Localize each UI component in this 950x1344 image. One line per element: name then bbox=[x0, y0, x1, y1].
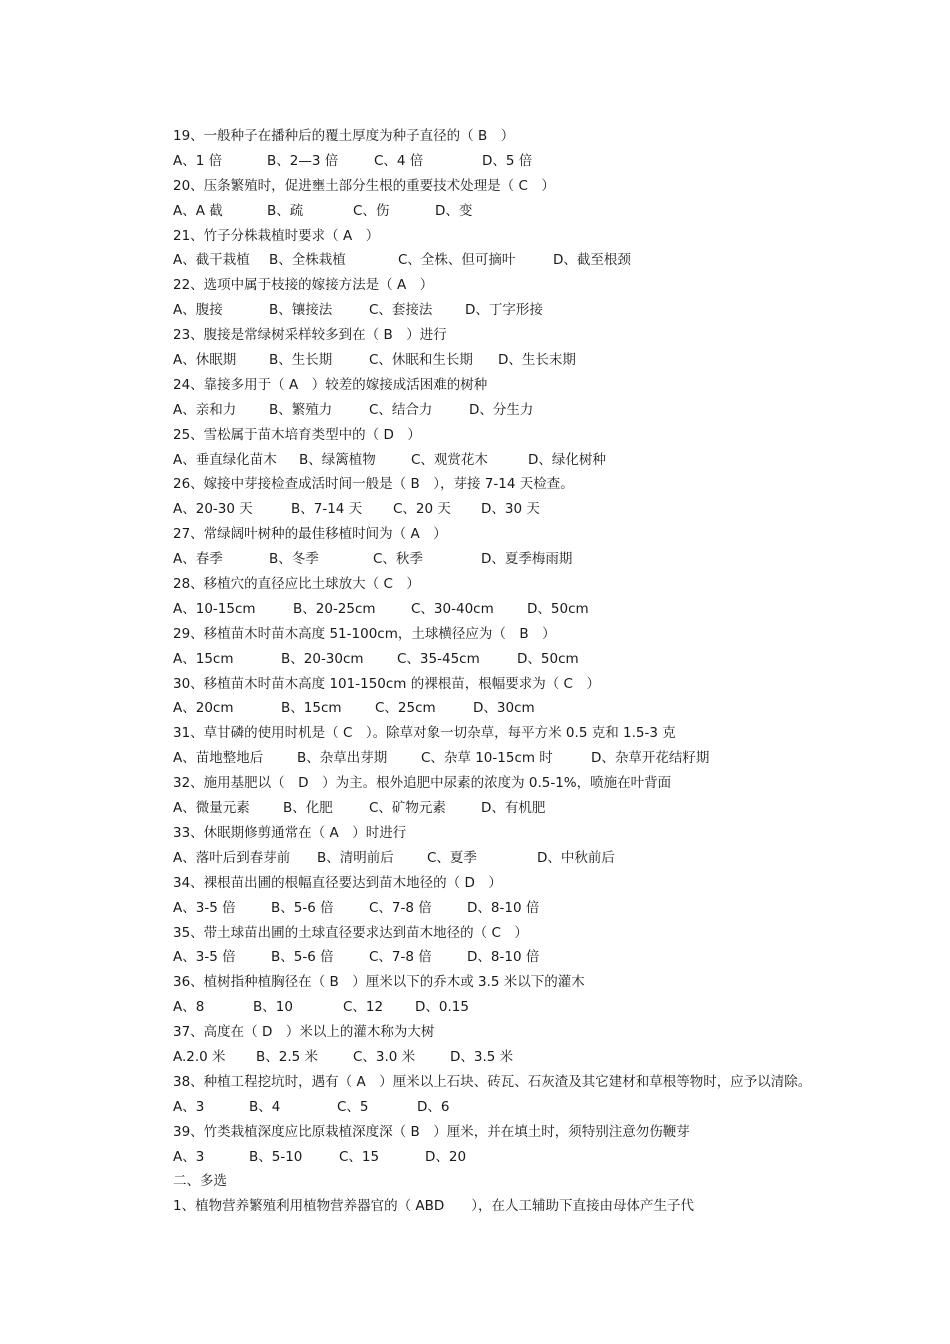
answer-options-row bbox=[173, 547, 933, 572]
answer-options-row bbox=[173, 746, 933, 771]
answer-option: A、3-5 倍 bbox=[173, 899, 236, 916]
answer-option: B、20-25cm bbox=[293, 600, 376, 617]
answer-option: C、15 bbox=[339, 1148, 380, 1165]
answer-option: A.2.0 米 bbox=[173, 1048, 226, 1065]
answer-options-row bbox=[173, 945, 933, 970]
answer-options-row bbox=[173, 199, 933, 224]
question-text: 39、竹类栽植深度应比原栽植深度深（ B ）厘米，并在填土时，须特别注意勿伤鞭芽 bbox=[173, 1123, 690, 1140]
answer-option: B、5-6 倍 bbox=[271, 899, 334, 916]
answer-options-row bbox=[173, 149, 933, 174]
answer-option: A、腹接 bbox=[173, 302, 223, 319]
answer-option: D、50cm bbox=[527, 600, 589, 617]
answer-options-row bbox=[173, 1045, 933, 1070]
answer-options-row bbox=[173, 1095, 933, 1120]
answer-option: D、有机肥 bbox=[481, 800, 546, 817]
answer-option: C、全株、但可摘叶 bbox=[398, 252, 516, 269]
question-text: 27、常绿阔叶树种的最佳移植时间为（ A ） bbox=[173, 526, 447, 543]
question-text: 21、竹子分株栽植时要求（ A ） bbox=[173, 227, 380, 244]
answer-option: D、30cm bbox=[473, 700, 535, 717]
answer-option: B、疏 bbox=[267, 202, 304, 219]
answer-option: B、15cm bbox=[281, 700, 342, 717]
answer-option: C、套接法 bbox=[369, 302, 433, 319]
answer-option: A、3 bbox=[173, 1098, 205, 1115]
answer-option: C、35-45cm bbox=[397, 650, 480, 667]
answer-option: D、20 bbox=[425, 1148, 467, 1165]
answer-option: B、镶接法 bbox=[269, 302, 333, 319]
answer-option: D、夏季梅雨期 bbox=[481, 551, 573, 568]
answer-option: C、4 倍 bbox=[374, 152, 424, 169]
question-text: 32、施用基肥以（ D ）为主。根外追肥中尿素的浓度为 0.5-1%，喷施在叶背面 bbox=[173, 775, 672, 792]
answer-option: D、生长末期 bbox=[498, 352, 576, 369]
answer-options-row bbox=[173, 348, 933, 373]
answer-option: C、伤 bbox=[353, 202, 390, 219]
document-body bbox=[173, 124, 933, 1219]
answer-option: B、7-14 天 bbox=[291, 501, 363, 518]
answer-options-row bbox=[173, 696, 933, 721]
answer-option: B、生长期 bbox=[269, 352, 333, 369]
answer-option: A、10-15cm bbox=[173, 600, 256, 617]
answer-option: B、2.5 米 bbox=[256, 1048, 319, 1065]
answer-options-row bbox=[173, 647, 933, 672]
answer-option: D、绿化树种 bbox=[528, 451, 606, 468]
answer-option: D、3.5 米 bbox=[450, 1048, 514, 1065]
answer-option: C、结合力 bbox=[369, 401, 433, 418]
question-text: 28、移植穴的直径应比土球放大（ C ） bbox=[173, 576, 420, 593]
answer-option: D、8-10 倍 bbox=[467, 949, 540, 966]
answer-option: B、清明前后 bbox=[317, 849, 394, 866]
answer-option: C、杂草 10-15cm 时 bbox=[421, 750, 553, 767]
question-text: 19、一般种子在播种后的覆土厚度为种子直径的（ B ） bbox=[173, 128, 515, 144]
question-text: 26、嫁接中芽接检查成活时间一般是（ B ），芽接 7-14 天检查。 bbox=[173, 476, 574, 493]
answer-option: C、20 天 bbox=[393, 501, 451, 518]
question-text: 35、带土球苗出圃的土球直径要求达到苗木地径的（ C ） bbox=[173, 924, 528, 941]
answer-options-row bbox=[173, 796, 933, 821]
answer-option: C、3.0 米 bbox=[353, 1048, 416, 1065]
answer-option: A、落叶后到春芽前 bbox=[173, 849, 291, 866]
question-text: 34、裸根苗出圃的根幅直径要达到苗木地径的（ D ） bbox=[173, 874, 502, 891]
answer-option: B、5-10 bbox=[249, 1148, 303, 1165]
answer-option: C、12 bbox=[343, 999, 384, 1016]
answer-options-row bbox=[173, 398, 933, 423]
answer-option: C、观赏花木 bbox=[411, 451, 488, 468]
question-text: 1、植物营养繁殖利用植物营养器官的（ ABD ），在人工辅助下直接由母体产生子代 bbox=[173, 1198, 695, 1215]
answer-option: B、全株栽植 bbox=[269, 252, 346, 269]
answer-option: C、夏季 bbox=[427, 849, 477, 866]
answer-option: A、截干栽植 bbox=[173, 252, 250, 269]
answer-option: A、微量元素 bbox=[173, 800, 250, 817]
answer-option: D、变 bbox=[435, 202, 473, 219]
question-text: 36、植树指种植胸径在（ B ）厘米以下的乔木或 3.5 米以下的灌木 bbox=[173, 974, 585, 991]
answer-option: B、5-6 倍 bbox=[271, 949, 334, 966]
question-text: 38、种植工程挖坑时，遇有（ A ）厘米以上石块、砖瓦、石灰渣及其它建材和草根等物时，应予以清除。 bbox=[173, 1073, 812, 1090]
answer-option: D、分生力 bbox=[469, 401, 534, 418]
answer-option: B、20-30cm bbox=[281, 650, 364, 667]
answer-options-row bbox=[173, 448, 933, 473]
answer-options-row bbox=[173, 497, 933, 522]
answer-option: C、矿物元素 bbox=[369, 800, 446, 817]
answer-option: C、25cm bbox=[375, 700, 436, 717]
answer-option: A、亲和力 bbox=[173, 401, 237, 418]
answer-options-row bbox=[173, 1145, 933, 1170]
answer-option: A、20-30 天 bbox=[173, 501, 253, 518]
answer-option: D、中秋前后 bbox=[537, 849, 615, 866]
answer-option: D、8-10 倍 bbox=[467, 899, 540, 916]
answer-option: C、7-8 倍 bbox=[369, 949, 432, 966]
answer-option: A、1 倍 bbox=[173, 152, 223, 169]
question-text: 29、移植苗木时苗木高度 51-100cm，土球横径应为（ B ） bbox=[173, 625, 556, 642]
answer-option: C、休眠和生长期 bbox=[369, 352, 473, 369]
answer-option: D、50cm bbox=[517, 650, 579, 667]
answer-option: A、垂直绿化苗木 bbox=[173, 451, 277, 468]
question-text: 37、高度在（ D ）米以上的灌木称为大树 bbox=[173, 1024, 435, 1041]
answer-option: B、4 bbox=[249, 1098, 281, 1115]
answer-option: B、绿篱植物 bbox=[299, 451, 376, 468]
answer-option: B、杂草出芽期 bbox=[297, 750, 388, 767]
answer-option: D、0.15 bbox=[415, 999, 469, 1016]
answer-options-row bbox=[173, 896, 933, 921]
answer-options-row bbox=[173, 298, 933, 323]
answer-option: A、苗地整地后 bbox=[173, 750, 264, 767]
answer-option: D、丁字形接 bbox=[465, 302, 543, 319]
answer-option: C、7-8 倍 bbox=[369, 899, 432, 916]
question-text: 20、压条繁殖时，促进壅土部分生根的重要技术处理是（ C ） bbox=[173, 177, 555, 194]
answer-option: A、春季 bbox=[173, 551, 223, 568]
answer-option: D、截至根颈 bbox=[553, 252, 631, 269]
answer-option: D、5 倍 bbox=[482, 152, 533, 169]
answer-option: B、10 bbox=[253, 999, 293, 1016]
section-heading: 二、多选 bbox=[173, 1173, 227, 1190]
answer-option: B、2—3 倍 bbox=[267, 152, 339, 169]
answer-option: C、秋季 bbox=[373, 551, 423, 568]
answer-option: A、3 bbox=[173, 1148, 205, 1165]
question-text: 25、雪松属于苗木培育类型中的（ D ） bbox=[173, 426, 421, 443]
answer-options-row bbox=[173, 846, 933, 871]
answer-option: D、30 天 bbox=[481, 501, 540, 518]
answer-option: B、繁殖力 bbox=[269, 401, 333, 418]
answer-option: C、5 bbox=[337, 1098, 369, 1115]
question-text: 30、移植苗木时苗木高度 101-150cm 的裸根苗，根幅要求为（ C ） bbox=[173, 675, 600, 692]
answer-option: B、化肥 bbox=[283, 800, 333, 817]
answer-options-row bbox=[173, 597, 933, 622]
question-text: 33、休眠期修剪通常在（ A ）时进行 bbox=[173, 824, 407, 841]
answer-options-row bbox=[173, 995, 933, 1020]
answer-option: A、3-5 倍 bbox=[173, 949, 236, 966]
answer-option: A、15cm bbox=[173, 650, 234, 667]
answer-option: D、6 bbox=[417, 1098, 450, 1115]
answer-option: D、杂草开花结籽期 bbox=[591, 750, 710, 767]
question-text: 24、靠接多用于（ A ）较差的嫁接成活困难的树种 bbox=[173, 376, 488, 393]
answer-options-row bbox=[173, 248, 933, 273]
answer-option: B、冬季 bbox=[269, 551, 319, 568]
answer-option: A、休眠期 bbox=[173, 352, 237, 369]
question-text: 23、腹接是常绿树采样较多到在（ B ）进行 bbox=[173, 327, 447, 344]
answer-option: C、30-40cm bbox=[411, 600, 494, 617]
answer-option: A、A 截 bbox=[173, 202, 223, 219]
question-text: 31、草甘磷的使用时机是（ C ）。除草对象一切杂草，每平方米 0.5 克和 1.5-3 克 bbox=[173, 725, 676, 742]
answer-option: A、8 bbox=[173, 999, 205, 1016]
question-text: 22、选项中属于枝接的嫁接方法是（ A ） bbox=[173, 277, 434, 294]
answer-option: A、20cm bbox=[173, 700, 234, 717]
